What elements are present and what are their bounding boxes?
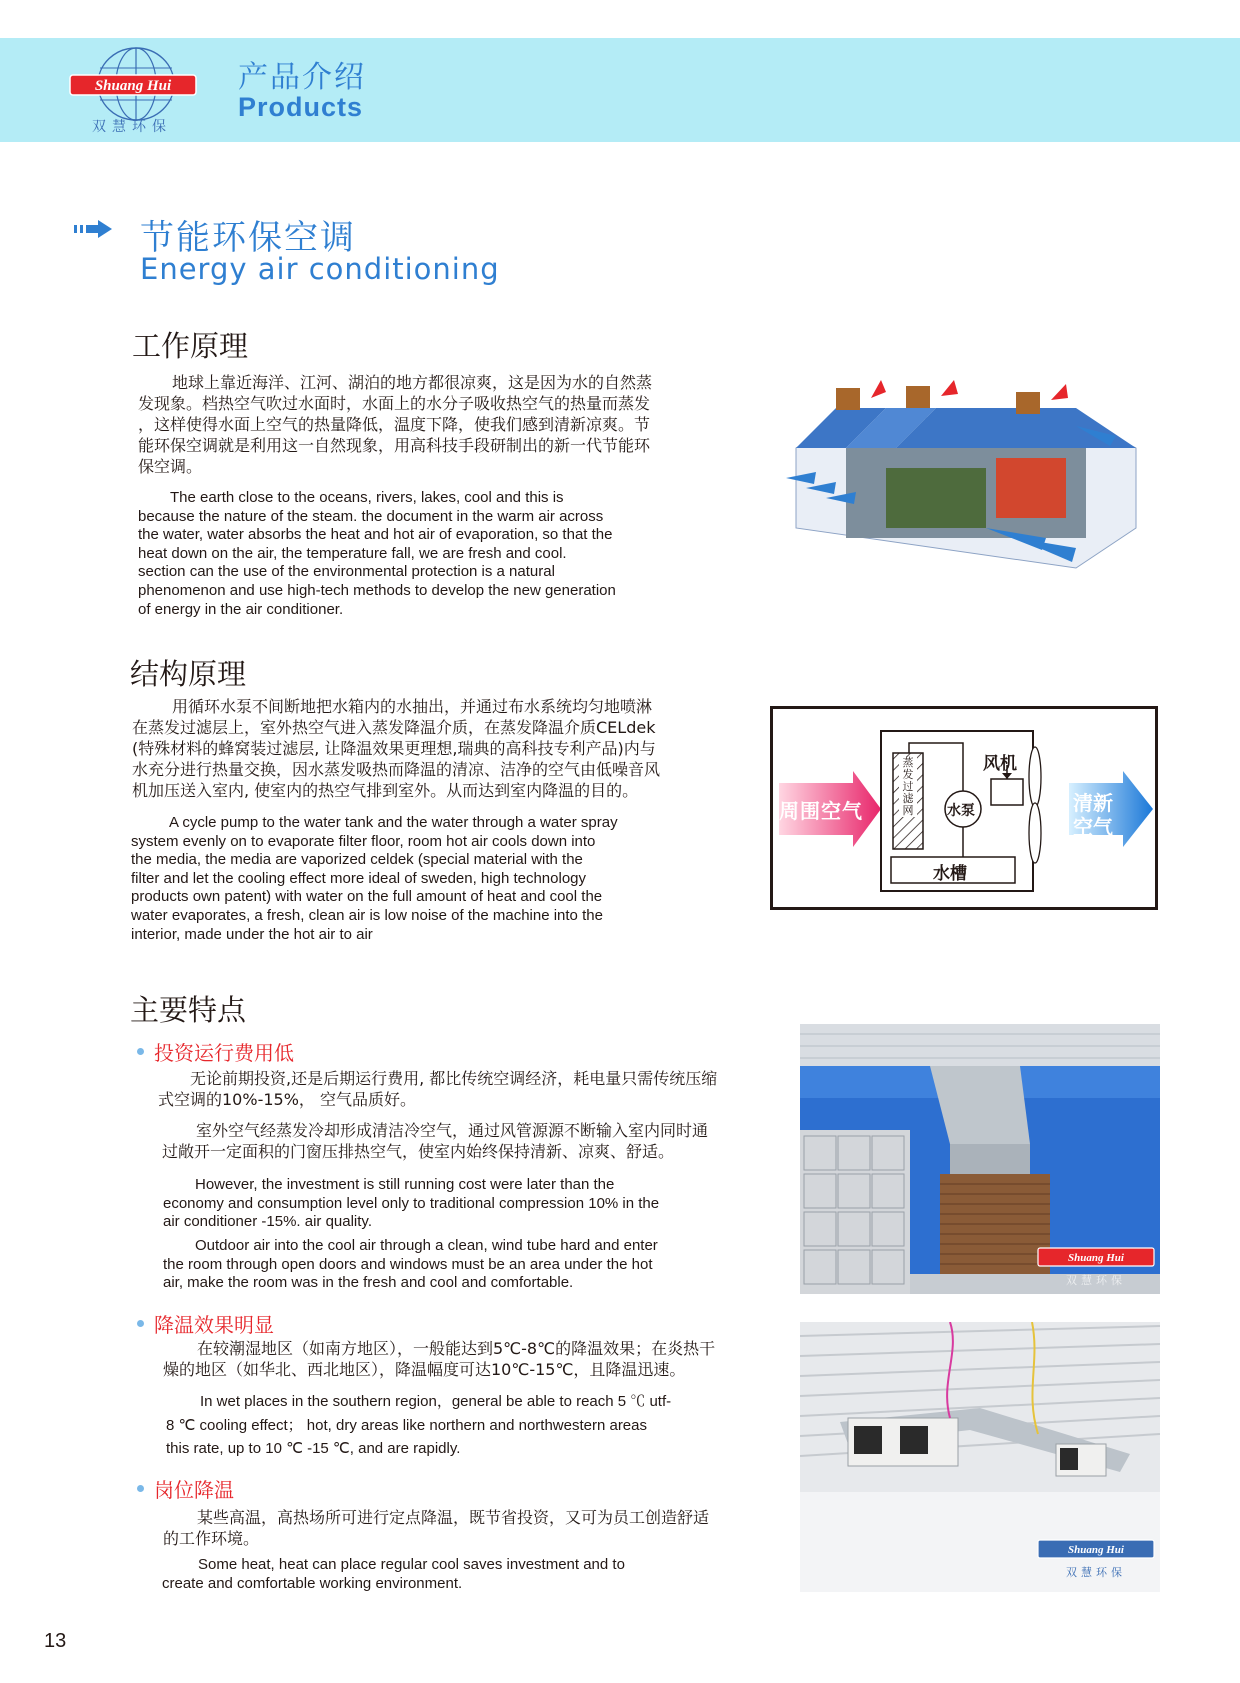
- text-line: the media, the media are vaporized celdek (special material with the: [131, 851, 583, 869]
- text-line: Outdoor air into the cool air through a clean, wind tube hard and enter: [195, 1237, 658, 1254]
- feature-1-cn-b: [162, 1120, 792, 1162]
- text-line: of energy in the air conditioner.: [138, 600, 344, 618]
- text-line: (特殊材料的蜂窝装过滤层, 让降温效果更理想,瑞典的高科技专利产品)内与: [132, 739, 656, 758]
- heading-working-principle: 工作原理: [132, 329, 249, 363]
- logo-cn-text: 双慧环保: [92, 119, 172, 135]
- text-line: section can the use of the environmental protection is a natural: [138, 563, 555, 581]
- feature-2-cn-a: [163, 1338, 793, 1380]
- diagram-pump-label: 水泵: [947, 803, 975, 819]
- diagram-outlet-label-2: 空气: [1073, 815, 1113, 839]
- svg-text:Shuang Hui: Shuang Hui: [94, 78, 172, 94]
- feature-title-text: 岗位降温: [154, 1478, 234, 1502]
- section-title-en: Energy air conditioning: [140, 252, 500, 286]
- text-line: 在较潮湿地区（如南方地区），一般能达到5℃-8℃的降温效果；在炎热干: [197, 1339, 716, 1358]
- text-line: 发现象。档热空气吹过水面时，水面上的水分子吸收热空气的热量而蒸发: [138, 394, 651, 413]
- text-line: create and comfortable working environment.: [162, 1574, 463, 1592]
- text-line: 用循环水泵不间断地把水箱内的水抽出，并通过布水系统均匀地喷淋: [172, 697, 653, 716]
- text-line: the water, water absorbs the heat and hot air of evaporation, so that the: [138, 526, 613, 544]
- text-line: However, the investment is still running cost were later than the: [195, 1176, 615, 1193]
- structure-principle-en: [131, 814, 731, 944]
- feature-title-1: [137, 1037, 294, 1066]
- text-line: system evenly on to evaporate filter floor, room hot air cools down into: [131, 832, 596, 850]
- text-line: 在蒸发过滤层上，室外热空气进入蒸发降温介质，在蒸发降温介质CELdek: [132, 718, 656, 737]
- diagram-inlet-label: 周围空气: [779, 799, 863, 823]
- structure-diagram: [770, 706, 1158, 910]
- feature-1-en-a: [163, 1176, 793, 1232]
- section-title-cn: 节能环保空调: [140, 218, 356, 258]
- diagram-filter-label: 蒸发过滤网: [899, 757, 917, 817]
- svg-text:Shuang Hui: Shuang Hui: [1068, 1544, 1124, 1556]
- text-line: air conditioner -15%. air quality.: [163, 1213, 372, 1231]
- header-title-en: Products: [238, 92, 364, 122]
- working-principle-en: [138, 489, 738, 619]
- text-line: products own patent) with water on the full amount of heat and cool the: [131, 888, 603, 906]
- text-line: Some heat, heat can place regular cool saves investment and to: [198, 1556, 625, 1573]
- feature-1-en-b: [163, 1237, 793, 1293]
- diagram-outlet-label-1: 清新: [1073, 791, 1113, 815]
- text-line: 某些高温，高热场所可进行定点降温，既节省投资，又可为员工创造舒适: [197, 1508, 710, 1527]
- feature-title-3: [137, 1474, 234, 1503]
- text-line: the room through open doors and windows must be an area under the hot: [163, 1255, 653, 1273]
- feature-title-2: [137, 1309, 274, 1338]
- text-line: phenomenon and use high-tech methods to develop the new generation: [138, 581, 616, 599]
- text-line: 的工作环境。: [163, 1529, 260, 1548]
- feature-3-en-a: [162, 1556, 792, 1593]
- text-line: 水充分进行热量交换，因水蒸发吸热而降温的清凉、洁净的空气由低噪音风: [132, 760, 661, 779]
- text-line: because the nature of the steam. the document in the warm air across: [138, 507, 604, 525]
- heading-features: 主要特点: [130, 993, 247, 1027]
- svg-text:Shuang Hui: Shuang Hui: [1068, 1252, 1124, 1264]
- working-principle-cn: [138, 372, 738, 477]
- diagram-tank-label: 水槽: [933, 864, 967, 884]
- text-line: air, make the room was in the fresh and cool and comfortable.: [163, 1274, 574, 1292]
- text-line: 机加压送入室内, 使室内的热空气排到室外。从而达到室内降温的目的。: [132, 781, 639, 800]
- text-line: 保空调。: [138, 457, 203, 476]
- text-line: heat down on the air, the temperature fall, we are fresh and cool.: [138, 544, 567, 562]
- text-line: water evaporates, a fresh, clean air is low noise of the machine into the: [131, 906, 603, 924]
- feature-1-cn-a: [158, 1068, 788, 1110]
- feature-3-cn-a: [163, 1507, 793, 1549]
- text-line: In wet places in the southern region，general be able to reach 5 ℃ utf-: [200, 1393, 672, 1410]
- page-number: 13: [44, 1630, 67, 1652]
- text-line: 式空调的10%-15%， 空气品质好。: [158, 1090, 416, 1109]
- bullet-icon: [137, 1485, 144, 1492]
- text-line: interior, made under the hot air to air: [131, 925, 373, 943]
- arrow-right-icon: [74, 220, 114, 238]
- text-line: 地球上靠近海洋、江河、湖泊的地方都很凉爽，这是因为水的自然蒸: [172, 373, 653, 392]
- diagram-fan-label: 风机: [983, 754, 1017, 774]
- text-line: 无论前期投资,还是后期运行费用, 都比传统空调经济，耗电量只需传统压缩: [190, 1069, 718, 1088]
- text-line: filter and let the cooling effect more ideal of sweden, high technology: [131, 869, 587, 887]
- text-line: 室外空气经蒸发冷却形成清洁冷空气，通过风管源源不断输入室内同时通: [196, 1121, 709, 1140]
- text-line: ，这样使得水面上空气的热量降低，温度下降，使我们感到清新凉爽。节: [138, 415, 651, 434]
- svg-text:双慧环保: 双慧环保: [1066, 1566, 1126, 1579]
- bullet-icon: [137, 1048, 144, 1055]
- feature-title-text: 投资运行费用低: [154, 1041, 294, 1065]
- text-line: The earth close to the oceans, rivers, lakes, cool and this is: [170, 489, 564, 506]
- text-line: 能环保空调就是利用这一自然现象，用高科技手段研制出的新一代节能环: [138, 436, 651, 455]
- feature-title-text: 降温效果明显: [154, 1313, 274, 1337]
- fan-motor: [991, 779, 1023, 805]
- text-line: 过敞开一定面积的门窗压排热空气，使室内始终保持清新、凉爽、舒适。: [162, 1142, 675, 1161]
- photo-cooler-installation: [800, 1024, 1160, 1294]
- text-line: this rate, up to 10 ℃ -15 ℃, and are rapidly.: [166, 1440, 461, 1457]
- structure-principle-cn: [132, 696, 732, 801]
- text-line: A cycle pump to the water tank and the water through a water spray: [169, 814, 618, 831]
- heading-structure-principle: 结构原理: [130, 657, 247, 691]
- svg-text:双慧环保: 双慧环保: [1066, 1274, 1126, 1287]
- bullet-icon: [137, 1320, 144, 1327]
- photo-ceiling-ducts: [800, 1322, 1160, 1592]
- text-line: economy and consumption level only to traditional compression 10% in the: [163, 1194, 660, 1212]
- feature-2-en-a: [166, 1390, 796, 1461]
- header-title-cn: 产品介绍: [238, 60, 366, 95]
- building-airflow-illustration: [776, 378, 1146, 578]
- text-line: 燥的地区（如华北、西北地区），降温幅度可达10℃-15℃，且降温迅速。: [163, 1360, 686, 1379]
- text-line: 8 ℃ cooling effect； hot, dry areas like northern and northwestern areas: [166, 1416, 647, 1434]
